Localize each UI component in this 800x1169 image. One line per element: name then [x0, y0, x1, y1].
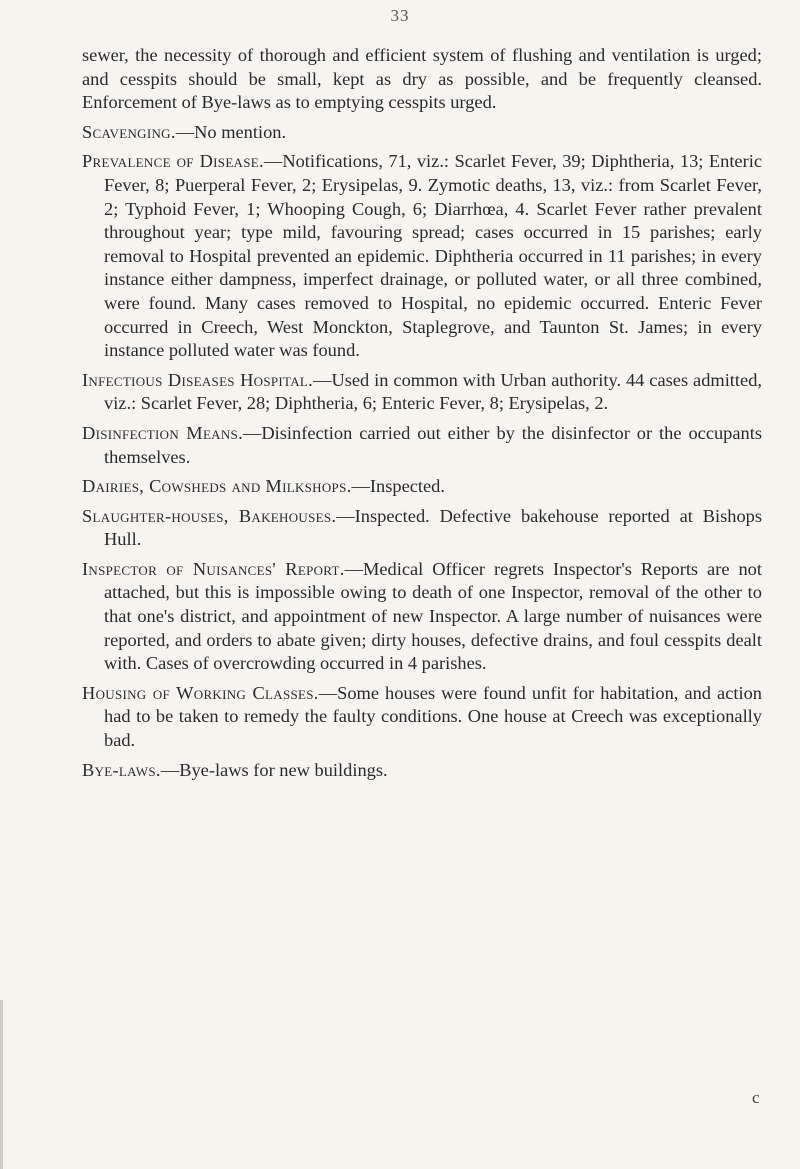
section-heading: Slaughter-houses, Bakehouses.	[82, 505, 337, 526]
section-body: —Inspected. Defective bakehouse reported at Bishops Hull.	[104, 505, 762, 550]
section-heading: Housing of Working Classes.	[82, 682, 319, 703]
section-body: —No mention.	[175, 121, 287, 142]
section-heading: Scavenging.	[82, 121, 176, 142]
section-heading: Prevalence of Disease.	[82, 151, 264, 172]
section-body: —Inspected.	[351, 476, 445, 497]
section-bye-laws	[82, 759, 762, 783]
section-infectious-diseases-hospital	[82, 369, 762, 416]
page-number: 33	[390, 6, 410, 25]
binding-edge-shadow	[0, 1000, 3, 1169]
section-dairies	[82, 475, 762, 499]
section-heading: Disinfection Means.	[82, 422, 243, 443]
section-heading: Infectious Diseases Hospital.	[82, 369, 314, 390]
section-prevalence-of-disease	[82, 150, 762, 362]
document-body	[82, 44, 762, 788]
section-scavenging	[82, 121, 762, 145]
section-body: —Some houses were found unfit for habitation, and action had to be taken to remedy the faulty conditions. One house at Creech was exceptionally bad.	[104, 682, 762, 751]
section-body: —Disinfection carried out either by the disinfector or the occupants themselves.	[104, 422, 762, 467]
section-slaughter-houses	[82, 505, 762, 552]
section-housing	[82, 682, 762, 753]
section-heading: Dairies, Cowsheds and Milkshops.	[82, 476, 352, 497]
section-body: —Bye-laws for new buildings.	[160, 759, 388, 780]
section-body: —Medical Officer regrets Inspector's Reports are not attached, but this is impossible owing to death of one Inspector, removal of the other to that one's district, and appointment of new Inspector. A large number of nuisances were reported, and orders to abate given; dirty houses, defective drains, and foul cesspits dealt with. Cases of overcrowding occurred in 4 parishes.	[104, 558, 762, 674]
section-disinfection-means	[82, 422, 762, 469]
section-heading: Bye-laws.	[82, 759, 161, 780]
signature-mark: c	[752, 1088, 760, 1107]
section-body: —Used in common with Urban authority. 44 cases admitted, viz.: Scarlet Fever, 28; Diphtheria, 6; Enteric Fever, 8; Erysipelas, 2.	[104, 369, 762, 414]
section-body: —Notifications, 71, viz.: Scarlet Fever, 39; Diphtheria, 13; Enteric Fever, 8; Puerperal Fever, 2; Erysipelas, 9. Zymotic deaths, 13, viz.: from Scarlet Fever, 2; Typhoid Fever, 1; Whooping Cough, 6; Diarrhœa, 4. Scarlet Fever rather prevalent throughout year; type mild, favouring spread; cases occurred in 15 parishes; early removal to Hospital prevented an epidemic. Diphtheria occurred in 11 parishes; in every instance either dampness, imperfect drainage, or polluted water, or all three combined, were found. Many cases removed to Hospital, no epidemic occurred. Enteric Fever occurred in Creech, West Monckton, Staplegrove, and Taunton St. James; in every instance polluted water was found.	[104, 151, 762, 361]
section-inspector-report	[82, 558, 762, 676]
intro-paragraph: sewer, the necessity of thorough and efficient system of flushing and ventilation is urged; and cesspits should be small, kept as dry as possible, and be frequently cleansed. Enforcement of Bye-laws as to emptying cesspits urged.	[82, 45, 762, 113]
section-heading: Inspector of Nuisances' Report.	[82, 558, 345, 579]
